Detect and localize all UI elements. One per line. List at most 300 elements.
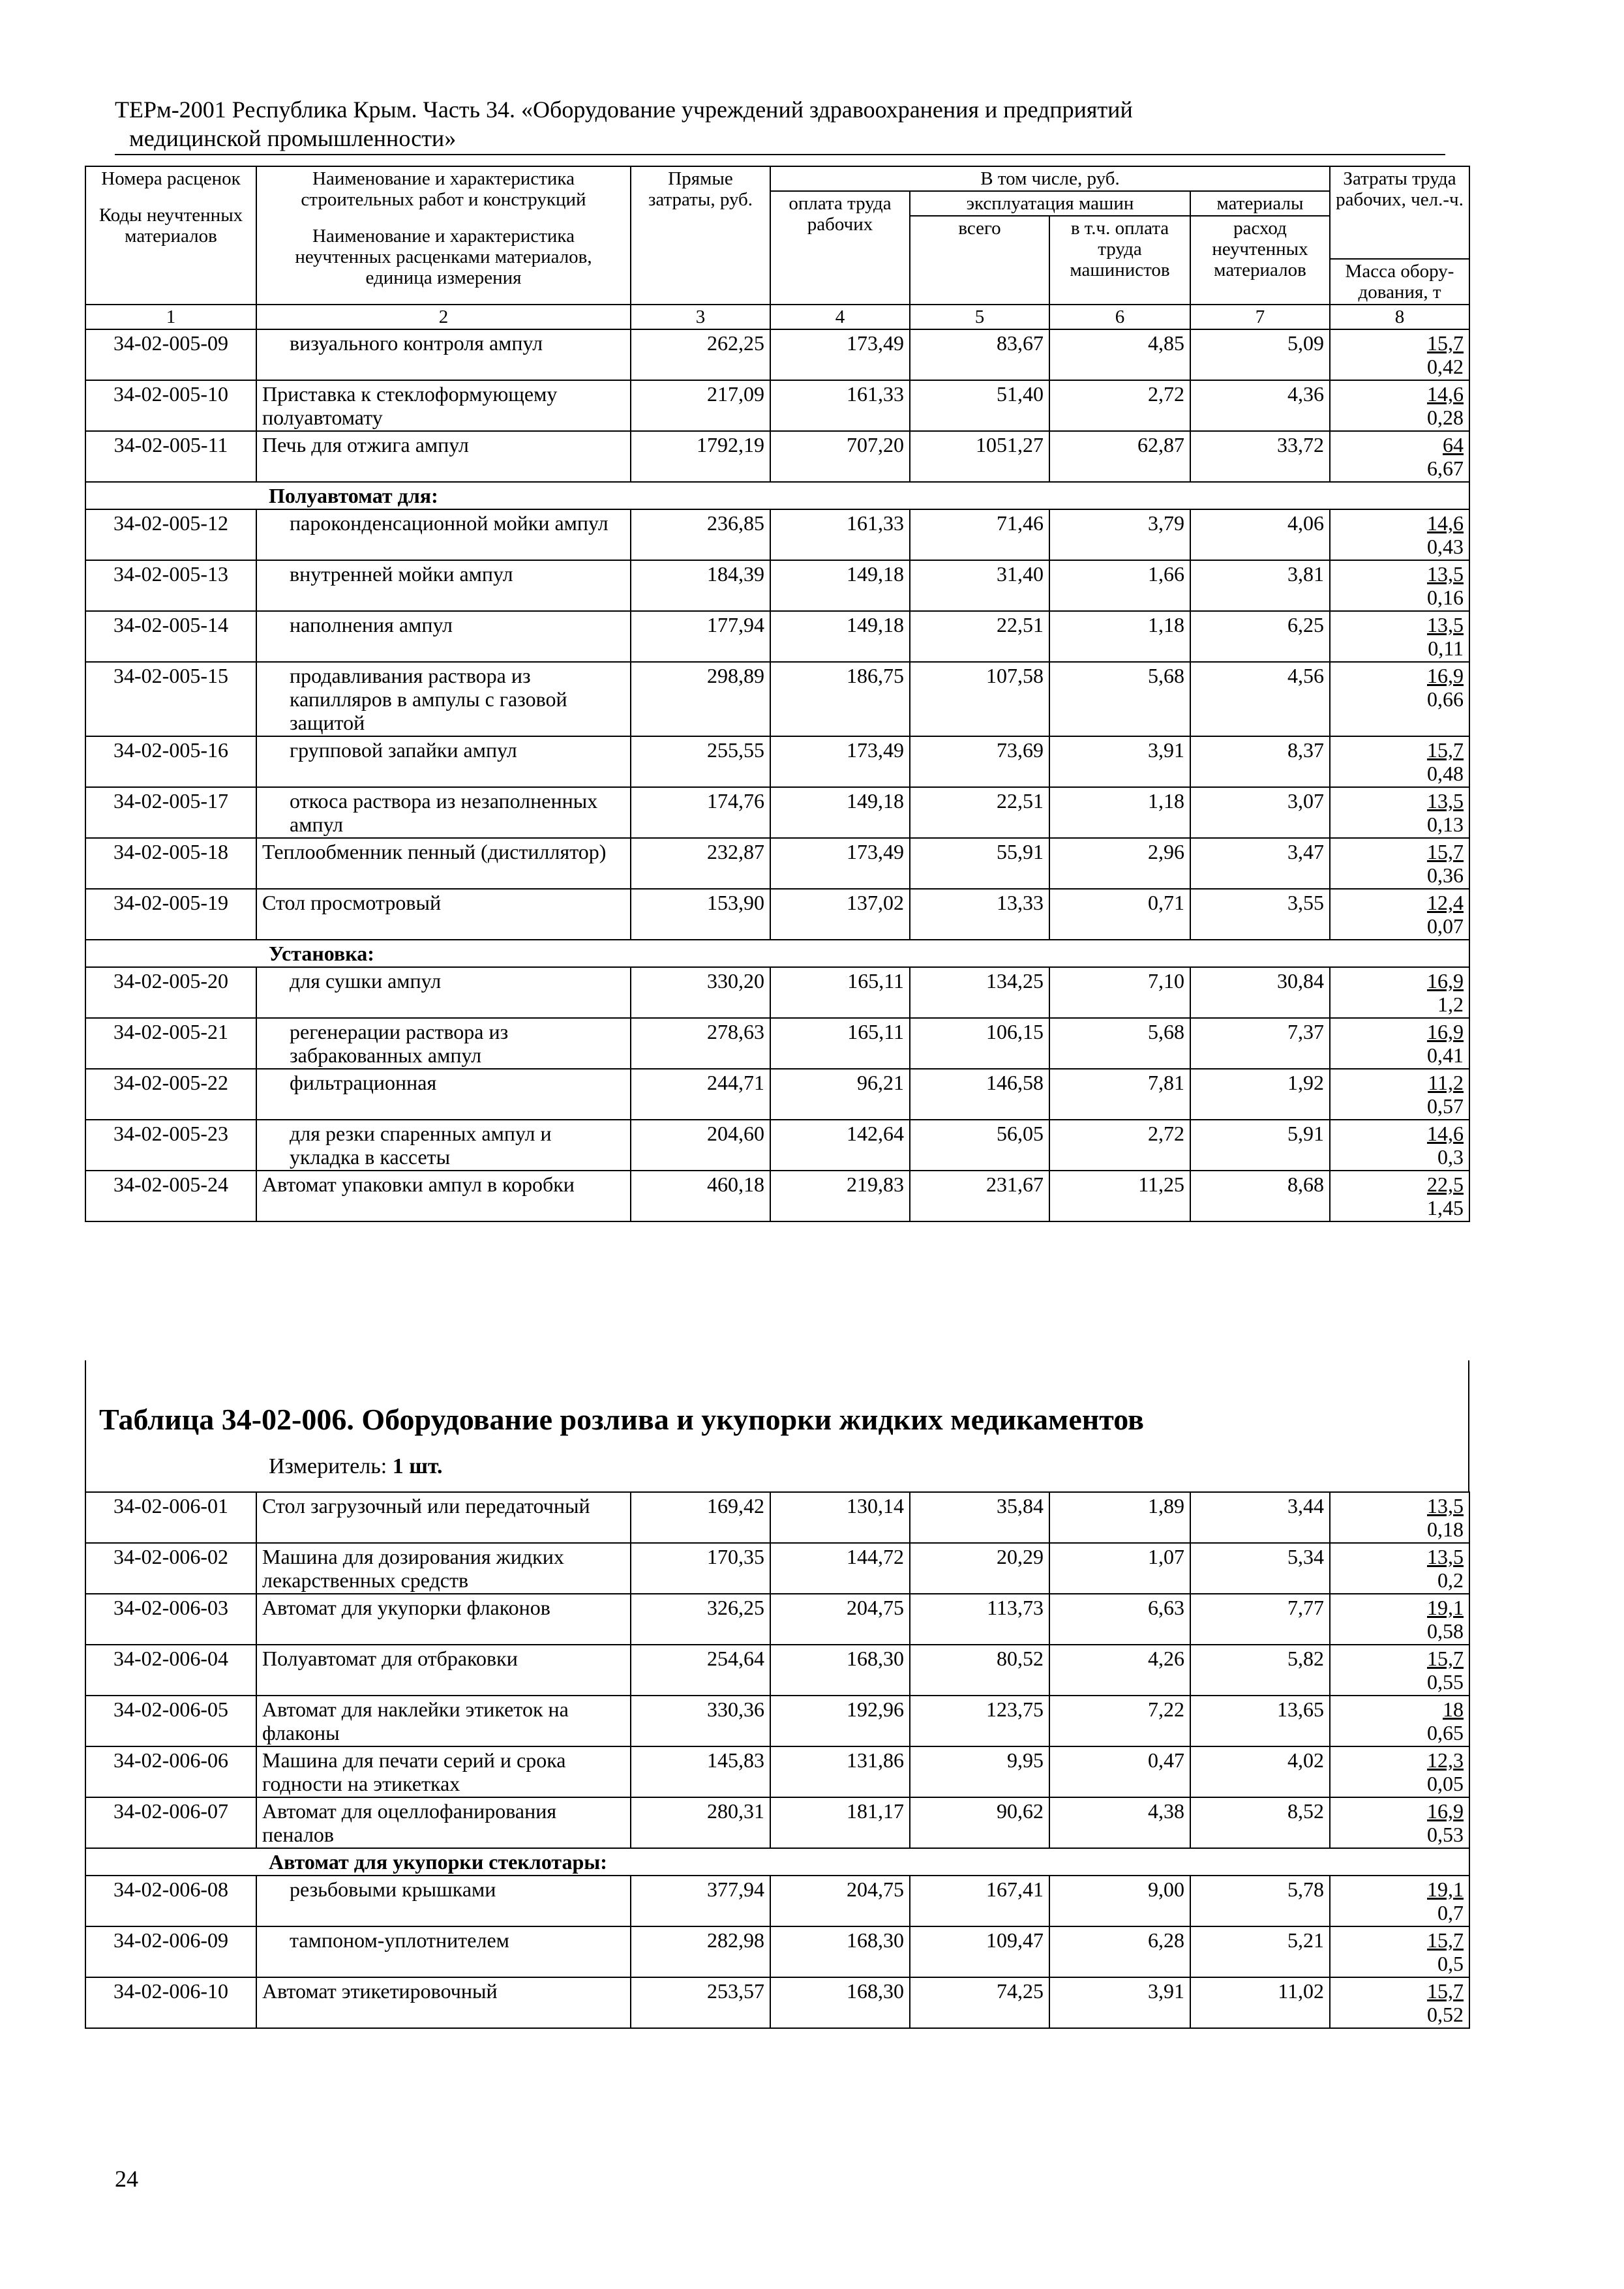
operators-pay-cell: 6,63 [1049, 1594, 1190, 1645]
rates-table-005 [85, 166, 1470, 1222]
materials-cell: 4,02 [1190, 1746, 1330, 1797]
labor-pay-cell: 142,64 [770, 1120, 910, 1171]
labor-pay-cell: 165,11 [770, 967, 910, 1018]
table-row [85, 736, 1469, 787]
machines-cell: 90,62 [910, 1797, 1049, 1848]
direct-costs-cell: 255,55 [631, 736, 770, 787]
header-line-2: медицинской промышленности» [129, 125, 457, 151]
table-row [85, 1018, 1469, 1069]
labor-hours-mass-cell [1330, 509, 1469, 560]
rate-name-cell: Автомат для наклейки этикеток на флаконы [256, 1696, 631, 1746]
equipment-mass-value: 0,07 [1427, 914, 1464, 938]
rate-code-cell: 34-02-006-08 [85, 1876, 256, 1926]
machines-cell: 56,05 [910, 1120, 1049, 1171]
direct-costs-cell: 204,60 [631, 1120, 770, 1171]
rate-code-cell: 34-02-006-02 [85, 1543, 256, 1594]
table-row [85, 1594, 1469, 1645]
rate-name-cell: для сушки ампул [256, 967, 631, 1018]
labor-pay-cell: 219,83 [770, 1171, 910, 1221]
rate-name-cell: Стол просмотровый [256, 889, 631, 940]
labor-pay-cell: 144,72 [770, 1543, 910, 1594]
equipment-mass-value: 0,36 [1427, 863, 1464, 887]
page-number: 24 [115, 2166, 138, 2192]
rate-name-cell: продавливания раствора из капилляров в ампулы с газовой защитой [256, 662, 631, 736]
labor-hours-value: 22,5 [1427, 1173, 1464, 1196]
equipment-mass-value: 0,16 [1427, 586, 1464, 609]
operators-pay-cell: 5,68 [1049, 662, 1190, 736]
machines-cell: 231,67 [910, 1171, 1049, 1221]
labor-pay-cell: 168,30 [770, 1926, 910, 1977]
labor-hours-value: 16,9 [1427, 1020, 1464, 1043]
rate-name-cell: Машина для печати серий и срока годности на этикетках [256, 1746, 631, 1797]
col-unaccounted-materials-header: расход неучтенных материалов [1190, 216, 1330, 305]
materials-cell: 6,25 [1190, 611, 1330, 662]
direct-costs-cell: 153,90 [631, 889, 770, 940]
equipment-mass-value: 0,58 [1427, 1619, 1464, 1643]
header-rule [115, 154, 1445, 155]
direct-costs-cell: 330,36 [631, 1696, 770, 1746]
direct-costs-cell: 278,63 [631, 1018, 770, 1069]
rate-name-cell: Автомат упаковки ампул в коробки [256, 1171, 631, 1221]
table-row [85, 1977, 1469, 2028]
labor-hours-mass-cell [1330, 329, 1469, 380]
materials-cell: 4,36 [1190, 380, 1330, 431]
labor-hours-value: 15,7 [1427, 331, 1464, 355]
labor-hours-mass-cell [1330, 1977, 1469, 2028]
machines-cell: 107,58 [910, 662, 1049, 736]
labor-hours-value: 15,7 [1427, 1979, 1464, 2003]
column-number: 2 [256, 305, 631, 329]
labor-hours-mass-cell [1330, 838, 1469, 889]
machines-cell: 22,51 [910, 787, 1049, 838]
equipment-mass-value: 0,57 [1427, 1094, 1464, 1118]
labor-hours-value: 12,3 [1427, 1748, 1464, 1772]
materials-cell: 8,52 [1190, 1797, 1330, 1848]
machines-cell: 35,84 [910, 1492, 1049, 1543]
labor-hours-mass-cell [1330, 431, 1469, 482]
labor-hours-value: 15,7 [1427, 738, 1464, 762]
rates-table-006 [85, 1491, 1470, 2029]
operators-pay-cell: 7,81 [1049, 1069, 1190, 1120]
labor-hours-mass-cell [1330, 1120, 1469, 1171]
rate-code-cell: 34-02-005-23 [85, 1120, 256, 1171]
direct-costs-cell: 169,42 [631, 1492, 770, 1543]
rate-code-cell: 34-02-006-10 [85, 1977, 256, 2028]
labor-pay-cell: 149,18 [770, 787, 910, 838]
materials-cell: 4,06 [1190, 509, 1330, 560]
labor-hours-value: 19,1 [1427, 1878, 1464, 1901]
equipment-mass-value: 0,28 [1427, 406, 1464, 429]
direct-costs-cell: 377,94 [631, 1876, 770, 1926]
machines-cell: 146,58 [910, 1069, 1049, 1120]
equipment-mass-value: 0,53 [1427, 1823, 1464, 1846]
table-row [85, 967, 1469, 1018]
equipment-mass-value: 0,65 [1427, 1721, 1464, 1744]
machines-cell: 13,33 [910, 889, 1049, 940]
machines-cell: 113,73 [910, 1594, 1049, 1645]
labor-hours-mass-cell [1330, 611, 1469, 662]
machines-cell: 9,95 [910, 1746, 1049, 1797]
materials-cell: 1,92 [1190, 1069, 1330, 1120]
machines-cell: 71,46 [910, 509, 1049, 560]
materials-cell: 5,78 [1190, 1876, 1330, 1926]
operators-pay-cell: 1,18 [1049, 611, 1190, 662]
rate-name-cell: Автомат этикетировочный [256, 1977, 631, 2028]
labor-hours-value: 12,4 [1427, 891, 1464, 914]
operators-pay-cell: 2,72 [1049, 380, 1190, 431]
machines-cell: 123,75 [910, 1696, 1049, 1746]
labor-pay-cell: 149,18 [770, 611, 910, 662]
materials-cell: 33,72 [1190, 431, 1330, 482]
labor-hours-mass-cell [1330, 1876, 1469, 1926]
labor-hours-value: 13,5 [1427, 1545, 1464, 1568]
labor-pay-cell: 168,30 [770, 1645, 910, 1696]
direct-costs-cell: 244,71 [631, 1069, 770, 1120]
rate-code-cell: 34-02-005-16 [85, 736, 256, 787]
rate-name-cell: внутренней мойки ампул [256, 560, 631, 611]
operators-pay-cell: 1,07 [1049, 1543, 1190, 1594]
labor-pay-cell: 96,21 [770, 1069, 910, 1120]
rate-name-cell: Полуавтомат для отбраковки [256, 1645, 631, 1696]
rate-name-cell: Теплообменник пенный (дистиллятор) [256, 838, 631, 889]
equipment-mass-value: 0,66 [1427, 687, 1464, 711]
machines-cell: 20,29 [910, 1543, 1049, 1594]
rate-name-cell: Стол загрузочный или передаточный [256, 1492, 631, 1543]
rate-code-cell: 34-02-005-17 [85, 787, 256, 838]
labor-pay-cell: 181,17 [770, 1797, 910, 1848]
table-row [85, 1171, 1469, 1221]
rate-code-cell: 34-02-005-22 [85, 1069, 256, 1120]
labor-hours-value: 15,7 [1427, 1647, 1464, 1670]
equipment-mass-value: 0,42 [1427, 355, 1464, 378]
group-heading: Автомат для укупорки стеклотары: [85, 1848, 1469, 1876]
measure-label: Измеритель: [269, 1454, 387, 1478]
operators-pay-cell: 1,18 [1049, 787, 1190, 838]
table-row [85, 1746, 1469, 1797]
operators-pay-cell: 11,25 [1049, 1171, 1190, 1221]
labor-pay-cell: 173,49 [770, 736, 910, 787]
rate-code-cell: 34-02-006-06 [85, 1746, 256, 1797]
measure-value: 1 шт. [392, 1454, 443, 1478]
labor-hours-value: 64 [1443, 433, 1464, 456]
header-row-1 [85, 166, 1469, 191]
labor-pay-cell: 186,75 [770, 662, 910, 736]
col-codes-header [85, 166, 256, 305]
direct-costs-cell: 236,85 [631, 509, 770, 560]
labor-hours-mass-cell [1330, 380, 1469, 431]
materials-cell: 13,65 [1190, 1696, 1330, 1746]
measure-unit [269, 1454, 443, 1479]
equipment-mass-value: 0,48 [1427, 762, 1464, 785]
col-names-header [256, 166, 631, 305]
equipment-mass-value: 0,52 [1427, 2003, 1464, 2026]
table-row [85, 1543, 1469, 1594]
materials-cell: 5,82 [1190, 1645, 1330, 1696]
direct-costs-cell: 217,09 [631, 380, 770, 431]
materials-cell: 5,09 [1190, 329, 1330, 380]
operators-pay-cell: 9,00 [1049, 1876, 1190, 1926]
machines-cell: 22,51 [910, 611, 1049, 662]
equipment-mass-value: 0,18 [1427, 1518, 1464, 1541]
rate-name-cell: Автомат для оцеллофанирования пеналов [256, 1797, 631, 1848]
rate-name-cell: Автомат для укупорки флаконов [256, 1594, 631, 1645]
equipment-mass-value: 0,11 [1428, 636, 1464, 660]
machines-cell: 106,15 [910, 1018, 1049, 1069]
direct-costs-cell: 170,35 [631, 1543, 770, 1594]
operators-pay-cell: 2,72 [1049, 1120, 1190, 1171]
table-row [85, 329, 1469, 380]
equipment-mass-value: 0,2 [1437, 1568, 1464, 1592]
materials-cell: 4,56 [1190, 662, 1330, 736]
equipment-mass-value: 0,13 [1427, 813, 1464, 836]
rate-name-cell: откоса раствора из незаполненных ампул [256, 787, 631, 838]
table-row [85, 509, 1469, 560]
rate-code-cell: 34-02-005-12 [85, 509, 256, 560]
rate-code-cell: 34-02-005-09 [85, 329, 256, 380]
labor-hours-mass-cell [1330, 1069, 1469, 1120]
labor-hours-mass-cell [1330, 787, 1469, 838]
equipment-mass-value: 0,5 [1437, 1952, 1464, 1975]
labor-hours-mass-cell [1330, 1018, 1469, 1069]
labor-pay-cell: 149,18 [770, 560, 910, 611]
rate-code-cell: 34-02-005-11 [85, 431, 256, 482]
rate-code-cell: 34-02-005-18 [85, 838, 256, 889]
direct-costs-cell: 330,20 [631, 967, 770, 1018]
table-row [85, 1069, 1469, 1120]
operators-pay-cell: 7,10 [1049, 967, 1190, 1018]
labor-pay-cell: 173,49 [770, 838, 910, 889]
operators-pay-cell: 0,47 [1049, 1746, 1190, 1797]
operators-pay-cell: 7,22 [1049, 1696, 1190, 1746]
col-material-codes-label: Коды неучтенных материалов [98, 205, 243, 247]
rate-code-cell: 34-02-005-15 [85, 662, 256, 736]
machines-cell: 167,41 [910, 1876, 1049, 1926]
equipment-mass-value: 0,05 [1427, 1772, 1464, 1795]
labor-hours-value: 18 [1443, 1698, 1464, 1721]
table-title: Таблица 34-02-006. Оборудование розлива и укупорки жидких медикаментов [99, 1403, 1144, 1436]
materials-cell: 11,02 [1190, 1977, 1330, 2028]
labor-pay-cell: 130,14 [770, 1492, 910, 1543]
labor-hours-mass-cell [1330, 1543, 1469, 1594]
rate-name-cell: визуального контроля ампул [256, 329, 631, 380]
table-row [85, 1926, 1469, 1977]
labor-pay-cell: 161,33 [770, 509, 910, 560]
materials-cell: 3,47 [1190, 838, 1330, 889]
frame-left-edge [85, 1360, 86, 1492]
col-machines-total-header: всего [910, 216, 1049, 305]
labor-pay-cell: 165,11 [770, 1018, 910, 1069]
column-number: 5 [910, 305, 1049, 329]
equipment-mass-value: 0,55 [1427, 1670, 1464, 1694]
materials-cell: 3,81 [1190, 560, 1330, 611]
document-header [115, 95, 1471, 153]
table-row [85, 1696, 1469, 1746]
rate-code-cell: 34-02-005-24 [85, 1171, 256, 1221]
direct-costs-cell: 254,64 [631, 1645, 770, 1696]
labor-hours-value: 15,7 [1427, 1928, 1464, 1952]
frame-right-edge [1468, 1360, 1469, 1492]
machines-cell: 73,69 [910, 736, 1049, 787]
col-materials-header: материалы [1190, 191, 1330, 216]
operators-pay-cell: 6,28 [1049, 1926, 1190, 1977]
labor-hours-value: 19,1 [1427, 1596, 1464, 1619]
direct-costs-cell: 184,39 [631, 560, 770, 611]
labor-pay-cell: 131,86 [770, 1746, 910, 1797]
labor-hours-value: 16,9 [1427, 969, 1464, 993]
operators-pay-cell: 1,89 [1049, 1492, 1190, 1543]
direct-costs-cell: 326,25 [631, 1594, 770, 1645]
materials-cell: 5,21 [1190, 1926, 1330, 1977]
operators-pay-cell: 4,85 [1049, 329, 1190, 380]
table-row [85, 662, 1469, 736]
equipment-mass-value: 0,7 [1437, 1901, 1464, 1924]
materials-cell: 5,34 [1190, 1543, 1330, 1594]
labor-hours-mass-cell [1330, 560, 1469, 611]
labor-hours-mass-cell [1330, 1594, 1469, 1645]
rate-name-cell: групповой запайки ампул [256, 736, 631, 787]
machines-cell: 74,25 [910, 1977, 1049, 2028]
labor-hours-value: 16,9 [1427, 664, 1464, 687]
equipment-mass-value: 0,41 [1427, 1043, 1464, 1067]
table-row [85, 787, 1469, 838]
direct-costs-cell: 460,18 [631, 1171, 770, 1221]
column-number: 6 [1049, 305, 1190, 329]
equipment-mass-value: 6,67 [1427, 456, 1464, 480]
rate-code-cell: 34-02-006-05 [85, 1696, 256, 1746]
labor-pay-cell: 137,02 [770, 889, 910, 940]
rate-code-cell: 34-02-005-20 [85, 967, 256, 1018]
labor-hours-value: 13,5 [1427, 613, 1464, 636]
table-row [85, 380, 1469, 431]
labor-hours-value: 11,2 [1428, 1071, 1464, 1094]
direct-costs-cell: 145,83 [631, 1746, 770, 1797]
table-row [85, 1120, 1469, 1171]
equipment-mass-value: 1,2 [1437, 993, 1464, 1016]
materials-cell: 3,07 [1190, 787, 1330, 838]
operators-pay-cell: 4,26 [1049, 1645, 1190, 1696]
direct-costs-cell: 174,76 [631, 787, 770, 838]
table-row [85, 560, 1469, 611]
rate-name-cell: Печь для отжига ампул [256, 431, 631, 482]
materials-cell: 5,91 [1190, 1120, 1330, 1171]
operators-pay-cell: 4,38 [1049, 1797, 1190, 1848]
rate-code-cell: 34-02-005-21 [85, 1018, 256, 1069]
labor-pay-cell: 173,49 [770, 329, 910, 380]
group-heading: Полуавтомат для: [85, 482, 1469, 509]
materials-cell: 3,44 [1190, 1492, 1330, 1543]
labor-pay-cell: 161,33 [770, 380, 910, 431]
group-heading-row [85, 482, 1469, 509]
col-labor-pay-header: оплата труда рабочих [770, 191, 910, 305]
materials-cell: 7,37 [1190, 1018, 1330, 1069]
labor-pay-cell: 204,75 [770, 1876, 910, 1926]
rate-code-cell: 34-02-006-07 [85, 1797, 256, 1848]
machines-cell: 80,52 [910, 1645, 1049, 1696]
rate-code-cell: 34-02-006-04 [85, 1645, 256, 1696]
labor-hours-value: 14,6 [1427, 1122, 1464, 1145]
col-direct-costs-header: Прямые затраты, руб. [631, 166, 770, 305]
labor-pay-cell: 168,30 [770, 1977, 910, 2028]
col-labor-hours-header: Затраты труда рабочих, чел.-ч. [1330, 166, 1469, 259]
labor-hours-value: 14,6 [1427, 382, 1464, 406]
labor-hours-mass-cell [1330, 1171, 1469, 1221]
equipment-mass-value: 1,45 [1427, 1196, 1464, 1219]
labor-hours-mass-cell [1330, 1696, 1469, 1746]
materials-cell: 7,77 [1190, 1594, 1330, 1645]
labor-pay-cell: 192,96 [770, 1696, 910, 1746]
labor-hours-mass-cell [1330, 736, 1469, 787]
labor-hours-value: 13,5 [1427, 1494, 1464, 1518]
col-including-header: В том числе, руб. [770, 166, 1330, 191]
labor-hours-value: 15,7 [1427, 840, 1464, 863]
rate-name-cell: фильтрационная [256, 1069, 631, 1120]
machines-cell: 1051,27 [910, 431, 1049, 482]
table-row [85, 431, 1469, 482]
column-number: 8 [1330, 305, 1469, 329]
rate-code-cell: 34-02-006-09 [85, 1926, 256, 1977]
labor-hours-value: 14,6 [1427, 511, 1464, 535]
operators-pay-cell: 1,66 [1049, 560, 1190, 611]
labor-hours-mass-cell [1330, 889, 1469, 940]
labor-hours-mass-cell [1330, 1492, 1469, 1543]
direct-costs-cell: 232,87 [631, 838, 770, 889]
table-row [85, 1876, 1469, 1926]
column-number: 3 [631, 305, 770, 329]
table-row [85, 1492, 1469, 1543]
labor-hours-mass-cell [1330, 1645, 1469, 1696]
rate-code-cell: 34-02-005-13 [85, 560, 256, 611]
table-row [85, 889, 1469, 940]
rate-name-cell: Приставка к стеклоформующему полуавтомату [256, 380, 631, 431]
table-row [85, 838, 1469, 889]
table-row [85, 1645, 1469, 1696]
rate-code-cell: 34-02-005-10 [85, 380, 256, 431]
machines-cell: 55,91 [910, 838, 1049, 889]
labor-hours-value: 16,9 [1427, 1799, 1464, 1823]
labor-pay-cell: 204,75 [770, 1594, 910, 1645]
column-number: 7 [1190, 305, 1330, 329]
column-number: 4 [770, 305, 910, 329]
machines-cell: 109,47 [910, 1926, 1049, 1977]
operators-pay-cell: 3,91 [1049, 1977, 1190, 2028]
machines-cell: 83,67 [910, 329, 1049, 380]
group-heading-row [85, 1848, 1469, 1876]
labor-pay-cell: 707,20 [770, 431, 910, 482]
direct-costs-cell: 253,57 [631, 1977, 770, 2028]
col-rate-numbers-label: Номера расценок [101, 168, 241, 189]
direct-costs-cell: 262,25 [631, 329, 770, 380]
machines-cell: 31,40 [910, 560, 1049, 611]
rate-code-cell: 34-02-005-19 [85, 889, 256, 940]
operators-pay-cell: 3,79 [1049, 509, 1190, 560]
column-numbers-row [85, 305, 1469, 329]
direct-costs-cell: 1792,19 [631, 431, 770, 482]
equipment-mass-value: 0,3 [1437, 1145, 1464, 1169]
rate-name-cell: Машина для дозирования жидких лекарственных средств [256, 1543, 631, 1594]
operators-pay-cell: 5,68 [1049, 1018, 1190, 1069]
operators-pay-cell: 2,96 [1049, 838, 1190, 889]
rate-name-cell: пароконденсационной мойки ампул [256, 509, 631, 560]
materials-cell: 3,55 [1190, 889, 1330, 940]
operators-pay-cell: 0,71 [1049, 889, 1190, 940]
group-heading: Установка: [85, 940, 1469, 967]
rate-name-cell: наполнения ампул [256, 611, 631, 662]
labor-hours-mass-cell [1330, 967, 1469, 1018]
rate-name-cell: регенерации раствора из забракованных ампул [256, 1018, 631, 1069]
labor-hours-mass-cell [1330, 1746, 1469, 1797]
rate-name-cell: тампоном-уплотнителем [256, 1926, 631, 1977]
equipment-mass-value: 0,43 [1427, 535, 1464, 558]
